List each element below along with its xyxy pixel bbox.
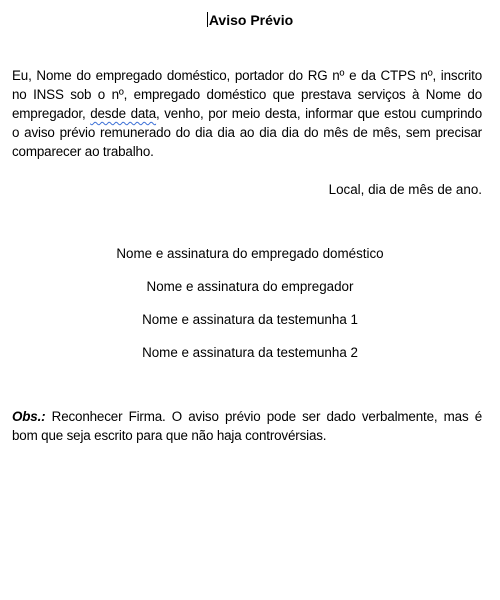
observation-note <box>12 407 482 445</box>
text-cursor <box>207 12 208 27</box>
signature-line-employer: Nome e assinatura do empregador <box>146 279 354 294</box>
observation-text: Reconhecer Firma. O aviso prévio pode ser dado verbalmente, mas é bom que seja escrito para que não haja controvérsias. <box>12 409 482 443</box>
paragraph-text-1: Eu, Nome do empregado doméstico, portador do RG nº e da CTPS nº, inscrito no INSS sob o nº, empregado doméstico que prestava serviços à Nome do empregador, <box>12 68 482 121</box>
body-paragraph <box>12 66 482 161</box>
document-title <box>0 12 500 28</box>
spellcheck-flagged-text[interactable]: desde data <box>90 106 157 121</box>
signature-line-employee: Nome e assinatura do empregado doméstico <box>116 246 384 261</box>
title-text: Aviso Prévio <box>208 12 294 28</box>
paragraph-text-2: , venho, por meio desta, informar que estou cumprindo o aviso prévio remunerado do dia dia ao dia dia do mês de mês, sem precisar comparecer ao trabalho. <box>12 106 482 159</box>
signature-line-witness-1: Nome e assinatura da testemunha 1 <box>142 312 358 327</box>
signature-line-witness-2: Nome e assinatura da testemunha 2 <box>142 345 358 360</box>
place-date-line: Local, dia de mês de ano. <box>328 182 482 197</box>
observation-label: Obs.: <box>12 409 46 424</box>
